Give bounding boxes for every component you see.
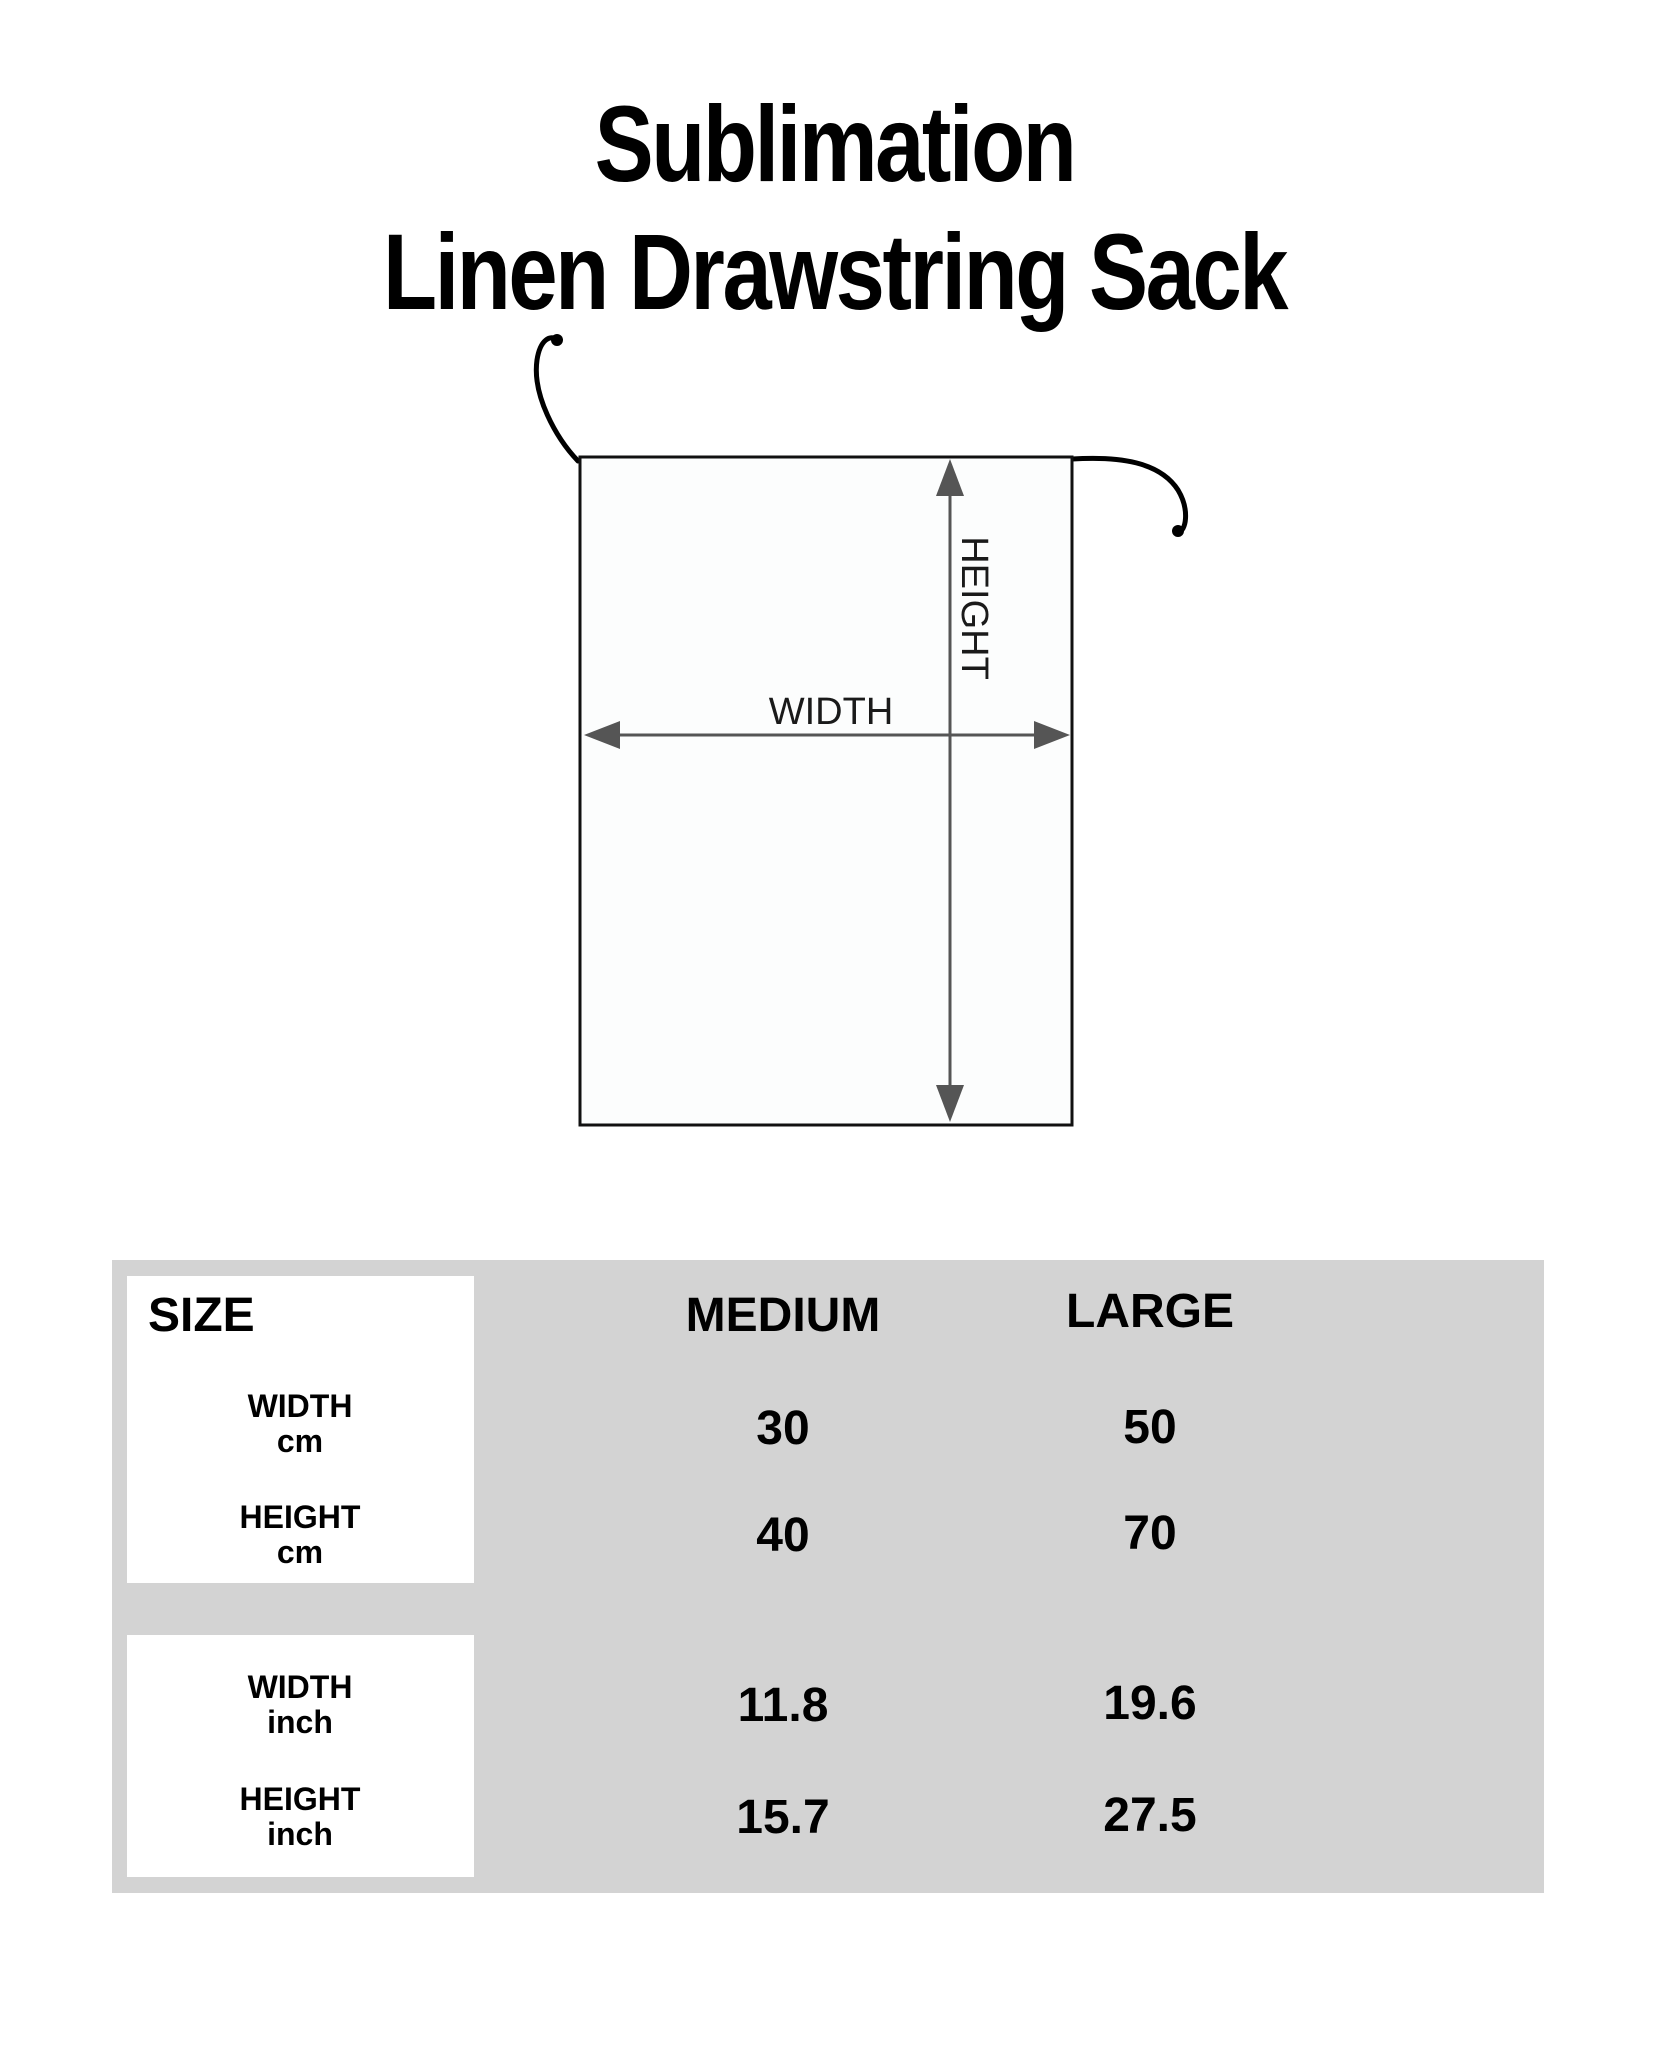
drawstring-right-knot xyxy=(1172,525,1184,537)
table-cell: 70 xyxy=(1123,1507,1177,1560)
height-label: HEIGHT xyxy=(953,536,995,680)
size-header: SIZE xyxy=(148,1289,255,1342)
drawstring-left xyxy=(536,338,578,461)
title-line-1: Sublimation xyxy=(594,83,1075,204)
row-label-height-cm: HEIGHT cm xyxy=(239,1499,361,1571)
title-line-2: Linen Drawstring Sack xyxy=(382,211,1287,332)
column-header-large: LARGE xyxy=(1066,1285,1234,1338)
drawstring-left-knot xyxy=(551,334,563,346)
bag-body xyxy=(580,457,1072,1125)
column-header-medium: MEDIUM xyxy=(685,1289,881,1342)
row-label-height-inch: HEIGHT inch xyxy=(239,1781,361,1853)
width-label: WIDTH xyxy=(768,691,894,733)
table-cell: 30 xyxy=(756,1402,810,1455)
table-cell: 11.8 xyxy=(737,1679,829,1732)
drawstring-right xyxy=(1072,458,1186,532)
table-cell: 50 xyxy=(1123,1401,1177,1454)
table-cell: 15.7 xyxy=(736,1791,830,1844)
size-table xyxy=(112,1260,1544,1893)
bag-diagram xyxy=(0,320,1669,1160)
table-cell: 27.5 xyxy=(1103,1789,1197,1842)
row-label-width-inch: WIDTH inch xyxy=(247,1669,353,1741)
table-cell: 40 xyxy=(756,1509,810,1562)
table-cell: 19.6 xyxy=(1103,1677,1197,1730)
row-label-width-cm: WIDTH cm xyxy=(247,1388,353,1460)
